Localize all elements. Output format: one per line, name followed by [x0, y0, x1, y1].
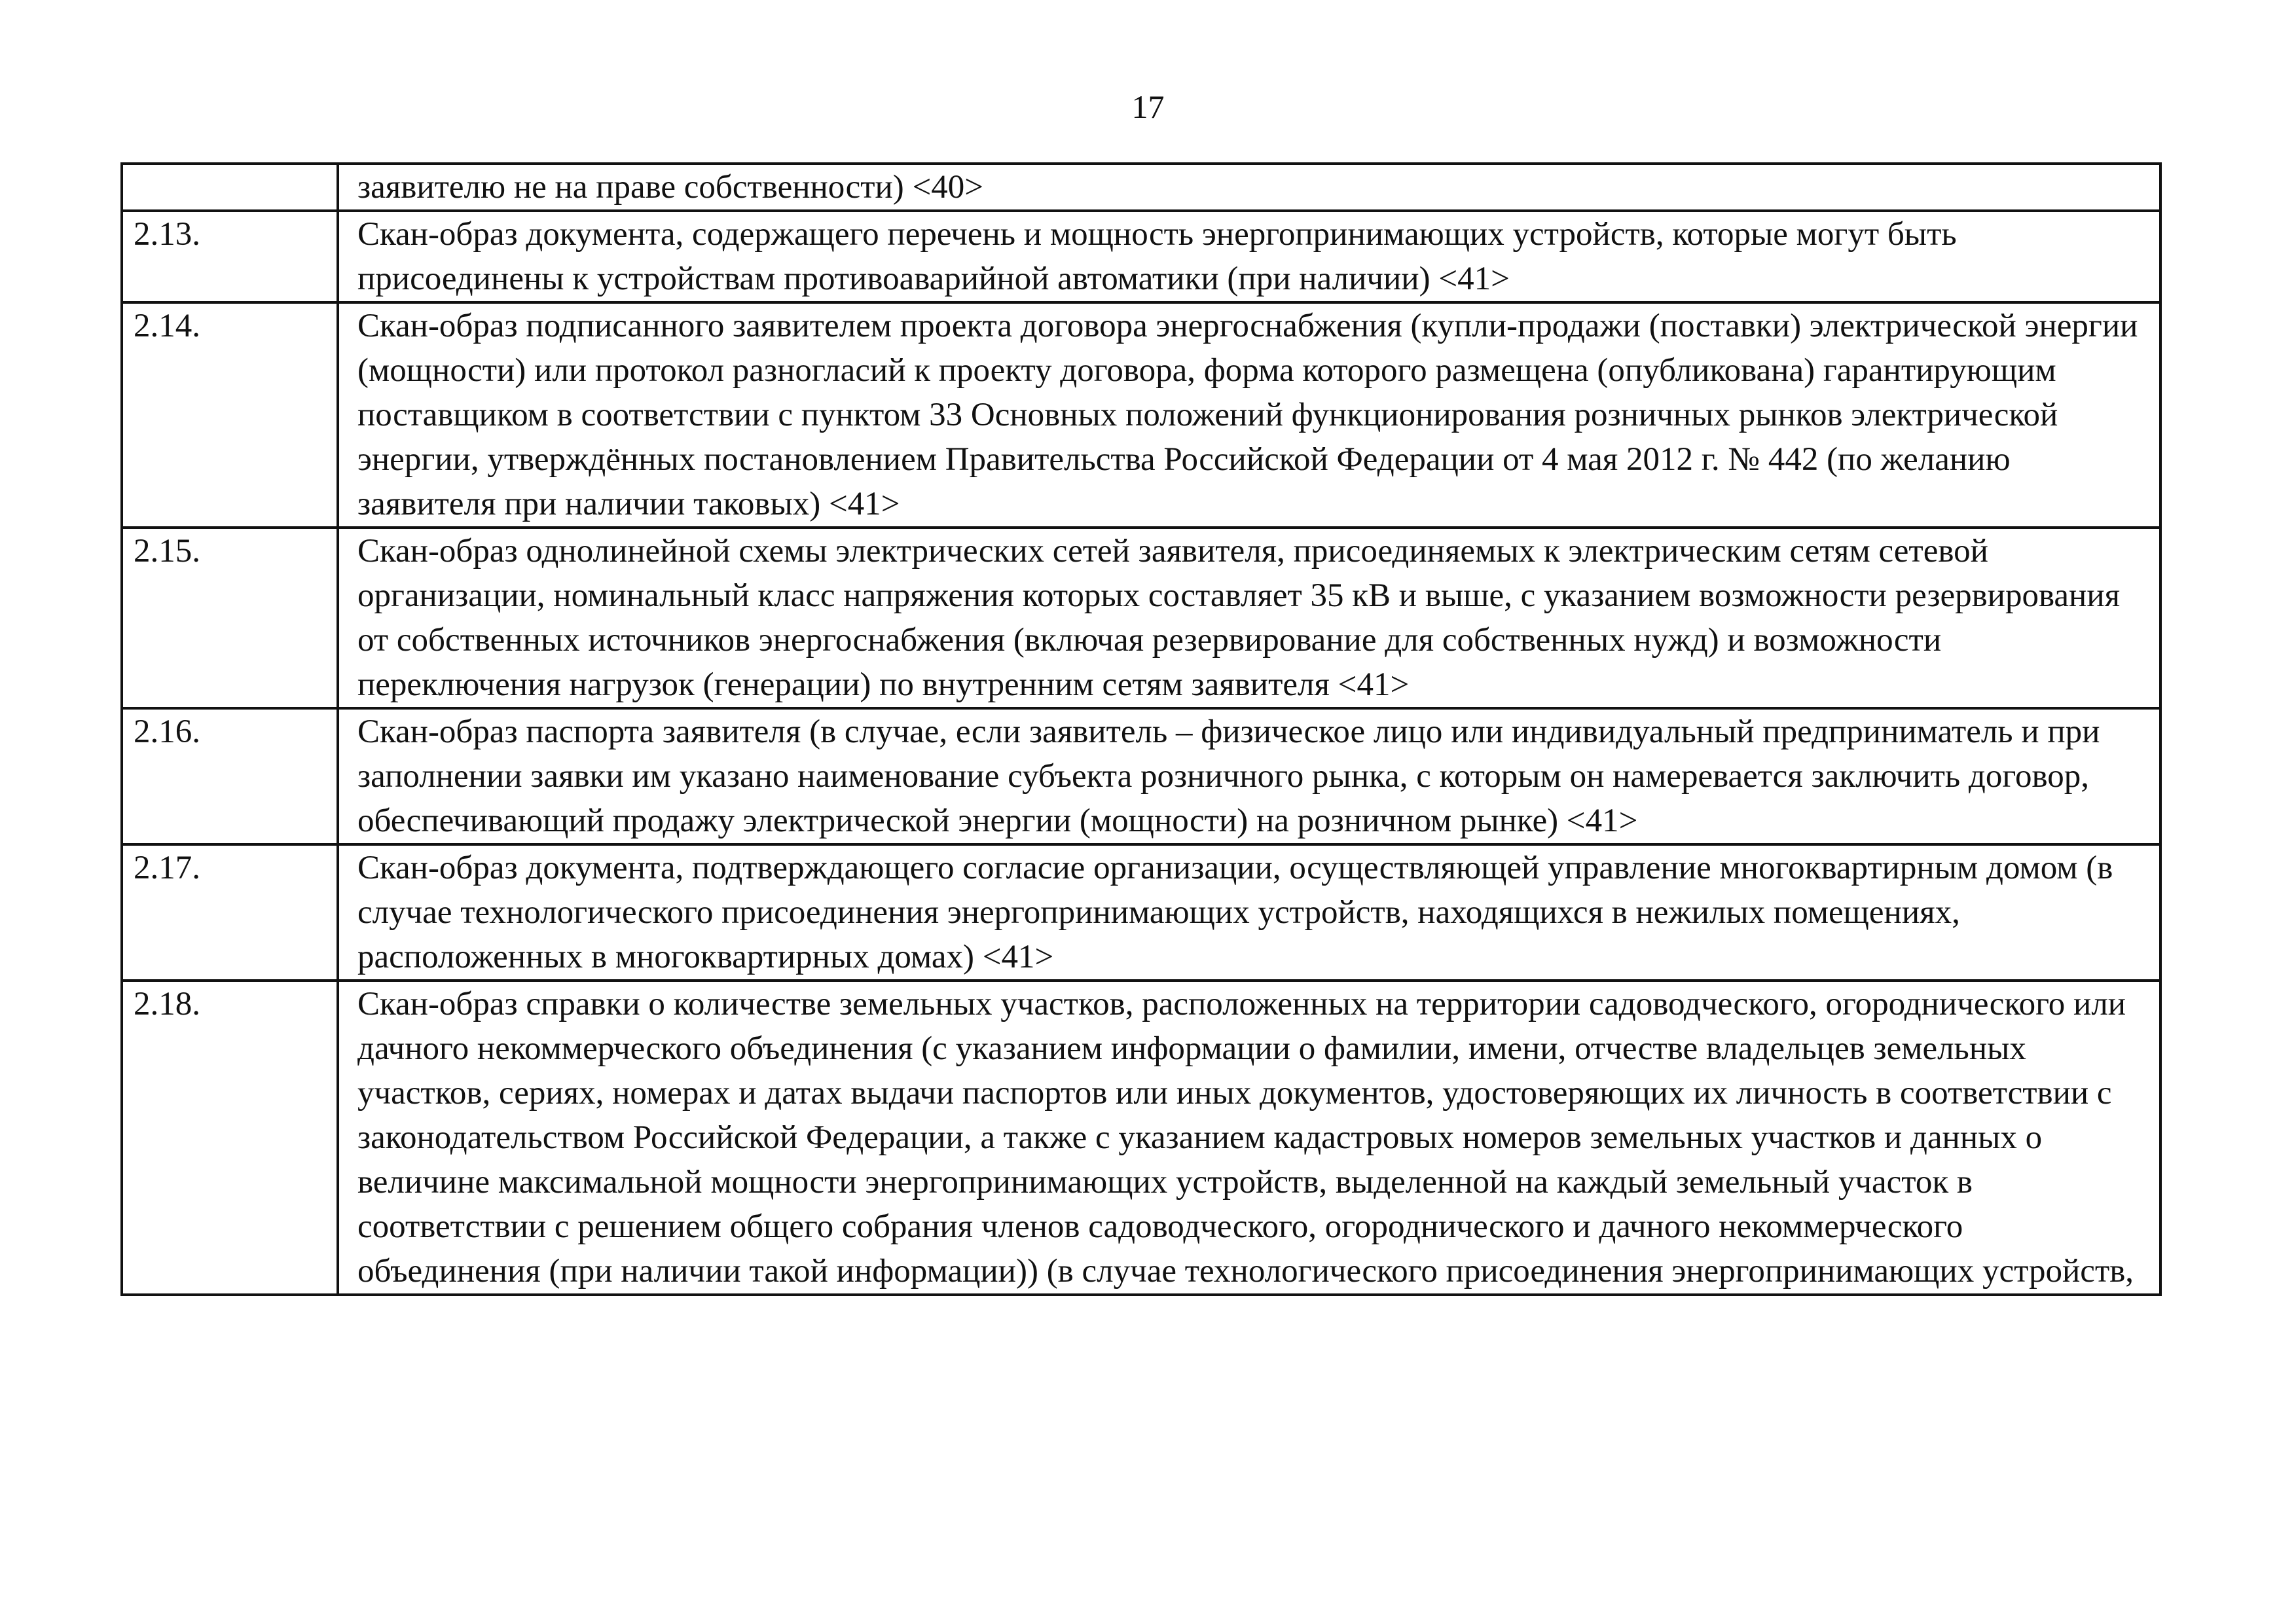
table-row [122, 528, 2160, 708]
row-number: 2.18. [122, 981, 338, 1295]
table-row [122, 981, 2160, 1295]
row-number: 2.15. [122, 528, 338, 708]
row-number: 2.14. [122, 302, 338, 528]
row-number: 2.16. [122, 708, 338, 844]
row-number: 2.13. [122, 211, 338, 302]
row-text: Скан-образ документа, подтверждающего согласие организации, осуществляющей управление многоквартирным домом (в случае технологического присоединения энергопринимающих устройств, находящихся в нежилых помещениях, расположенных в многоквартирных домах) <41> [338, 844, 2160, 981]
document-table [120, 162, 2162, 1296]
page-number: 17 [1131, 88, 1165, 125]
table-row [122, 164, 2160, 211]
row-text: заявителю не на праве собственности) <40> [338, 164, 2160, 211]
row-text: Скан-образ однолинейной схемы электрических сетей заявителя, присоединяемых к электрическим сетям сетевой организации, номинальный класс напряжения которых составляет 35 кВ и выше, с указанием возможности резервирования от собственных источников энергоснабжения (включая резервирование для собственных нужд) и возможности переключения нагрузок (генерации) по внутренним сетям заявителя <41> [338, 528, 2160, 708]
table-row [122, 708, 2160, 844]
row-text: Скан-образ паспорта заявителя (в случае, если заявитель – физическое лицо или индивидуальный предприниматель и при заполнении заявки им указано наименование субъекта розничного рынка, с которым он намеревается заключить договор, обеспечивающий продажу электрической энергии (мощности) на розничном рынке) <41> [338, 708, 2160, 844]
table-row [122, 844, 2160, 981]
row-text: Скан-образ документа, содержащего перечень и мощность энергопринимающих устройств, которые могут быть присоединены к устройствам противоаварийной автоматики (при наличии) <41> [338, 211, 2160, 302]
row-text: Скан-образ справки о количестве земельных участков, расположенных на территории садоводческого, огороднического или дачного некоммерческого объединения (с указанием информации о фамилии, имени, отчестве владельцев земельных участков, сериях, номерах и датах выдачи паспортов или иных документов, удостоверяющих их личность в соответствии с законодательством Российской Федерации, а также с указанием кадастровых номеров земельных участков и данных о величине максимальной мощности энергопринимающих устройств, выделенной на каждый земельный участок в соответствии с решением общего собрания членов садоводческого, огороднического и дачного некоммерческого объединения (при наличии такой информации)) (в случае технологического присоединения энергопринимающих устройств, [338, 981, 2160, 1295]
table-row [122, 302, 2160, 528]
table-row [122, 211, 2160, 302]
row-number: 2.17. [122, 844, 338, 981]
row-text: Скан-образ подписанного заявителем проекта договора энергоснабжения (купли-продажи (поставки) электрической энергии (мощности) или протокол разногласий к проекту договора, форма которого размещена (опубликована) гарантирующим поставщиком в соответствии с пунктом 33 Основных положений функционирования розничных рынков электрической энергии, утверждённых постановлением Правительства Российской Федерации от 4 мая 2012 г. № 442 (по желанию заявителя при наличии таковых) <41> [338, 302, 2160, 528]
row-number [122, 164, 338, 211]
